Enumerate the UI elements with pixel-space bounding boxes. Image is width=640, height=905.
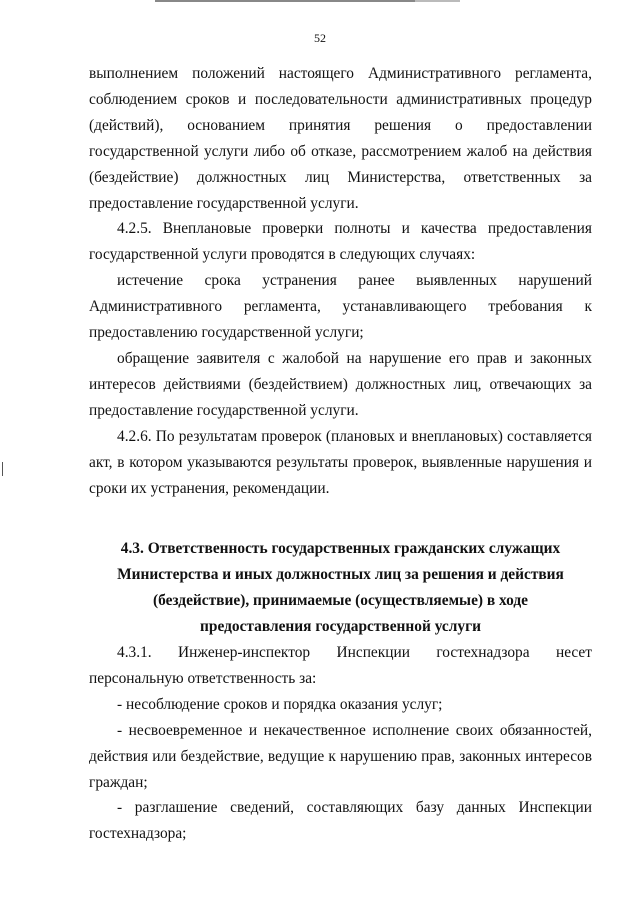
page-number: 52 [314, 31, 326, 45]
list-item-deadlines: - несоблюдение сроков и порядка оказания услуг; [117, 695, 443, 713]
paragraph-continuation: выполнением положений настоящего Административного регламента, соблюдением сроков и последовательности административных процедур (действий), основанием принятия решения о предоставлении государственной услуги либо об отказе, рассмотрением жалоб на действия (бездействие) должностных лиц Министерства, ответственных за предоставление государственной услуги. [89, 65, 592, 212]
paragraph-4-2-5: 4.2.5. Внеплановые проверки полноты и качества предоставления государственной услуги проводятся в следующих случаях: [89, 220, 592, 264]
margin-mark [2, 462, 3, 476]
paragraph-4-3-1: 4.3.1. Инженер-инспектор Инспекции гостехнадзора несет персональную ответственность за: [89, 644, 592, 687]
paragraph-case-complaint: обращение заявителя с жалобой на нарушение его прав и законных интересов действиями (бездействием) должностных лиц, отвечающих за предоставление государственной услуги. [89, 349, 592, 419]
list-item-disclosure: - разглашение сведений, составляющих базу данных Инспекции гостехнадзора; [89, 799, 592, 843]
section-heading-4-3: 4.3. Ответственность государственных гражданских служащих Министерства и иных должностных лиц за решения и действия (бездействие), принимаемые (осуществляемые) в ходе предоставления государственной услуги [117, 540, 564, 636]
paragraph-case-deadline: истечение срока устранения ранее выявленных нарушений Административного регламента, устанавливающего требования к предоставлению государственной услуги; [89, 272, 592, 342]
scan-top-edge-fragment [415, 0, 460, 2]
paragraph-4-2-6: 4.2.6. По результатам проверок (плановых и внеплановых) составляется акт, в котором указываются результаты проверок, выявленные нарушения и сроки их устранения, рекомендации. [89, 427, 592, 497]
document-body [89, 61, 592, 847]
scan-top-edge [155, 0, 455, 2]
list-item-duties: - несвоевременное и некачественное исполнение своих обязанностей, действия или бездействие, ведущие к нарушению прав, законных интересов граждан; [89, 721, 592, 791]
